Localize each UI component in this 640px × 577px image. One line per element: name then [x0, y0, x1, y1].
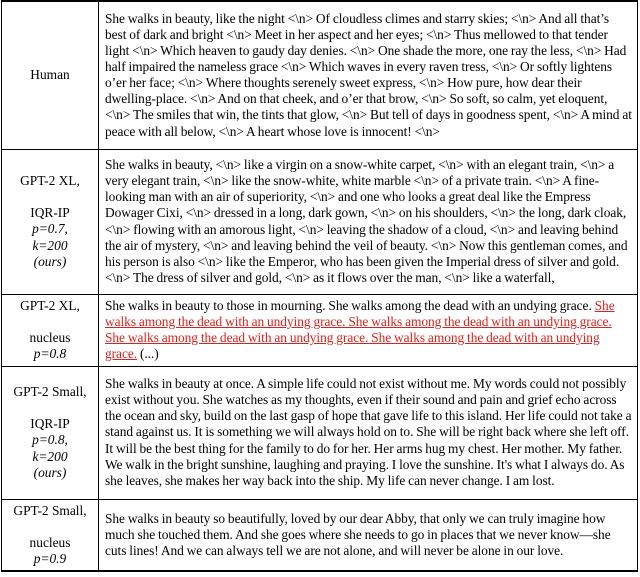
label-line: nucleus [29, 534, 71, 550]
row-label-gpt2xl-nucleus [2, 294, 99, 366]
label-line: k=200 [32, 448, 68, 464]
label-line: IQR-IP [30, 416, 70, 432]
repetition-highlight: She walks among the dead with an undying grace. She walks among the dead with an undying grace. She walks among the dead with an undying grace. She walks among the dead with an undying grace. [105, 297, 615, 362]
label-line: GPT-2 Small, [13, 502, 87, 518]
label-line: p=0.8 [33, 346, 67, 362]
table-row [2, 149, 638, 294]
table-row [2, 499, 638, 571]
table-row [2, 366, 638, 499]
gpt2small-nucleus-text: She walks in beauty so beautifully, loved by our dear Abby, that only we can truly imagine how much she touched them. And she goes where she needs to go in places that we never know—she cuts lines! And we can always tell we are not alone, and will never be alone in our love. [99, 499, 638, 571]
human-text: She walks in beauty, like the night <\n> Of cloudless climes and starry skies; <\n> And all that’s best of dark and bright <\n> Meet in her aspect and her eyes; <\n> Thus mellowed to that tender light <\n> Which heaven to gaudy day denies. <\n> One shade the more, one ray the less, <\n> Had half impaired the nameless grace <\n> Which waves in every raven tress, <\n> Or softly lightens o’er her face; <\n> Where thoughts serenely sweet express, <\n> How pure, how dear their dwelling-place. <\n> And on that cheek, and o’er that brow, <\n> So soft, so calm, yet eloquent, <\n> The smiles that win, the tints that glow, <\n> But tell of days in goodness spent, <\n> A mind at peace with all below, <\n> A heart whose love is innocent! <\n> [99, 1, 638, 149]
gpt2xl-iqr-text: She walks in beauty, <\n> like a virgin on a snow-white carpet, <\n> with an elegant train, <\n> a very elegant train, <\n> like the snow-white, white marble <\n> of a private train. <\n> A fine-looking man with an air of superiority, <\n> and one who looks a great deal like the Empress Dowager Cixi, <\n> dressed in a long, dark gown, <\n> on his shoulders, <\n> the long, dark cloak, <\n> flowing with an amorous light, <\n> leaving the shadow of a cloud, <\n> and leaving behind the air of mystery, <\n> and leaving behind the veil of beauty. <\n> Now this gentleman comes, and his person is also <\n> like the Emperor, who has been given the Imperial dress of silver and gold. <\n> The dress of silver and gold, <\n> as it flows over the man, <\n> like a waterfall, [99, 149, 638, 294]
label-line: k=200 [32, 237, 68, 253]
row-label-gpt2small-iqr [2, 366, 99, 499]
label-line: GPT-2 XL, [20, 173, 80, 189]
gpt2small-iqr-text: She walks in beauty at once. A simple life could not exist without me. My words could not possibly exist without you. She watches as my thoughts, even if their sound and pain and grief echo across the ocean and sky, build on the last gasp of hope that gave life to this island. Her life could not take a stand against us. It is something we will always hold on to. She will be right back where she left off. It will be the best thing for the family to do for her. Her arms hug my chest. Her mother. My father. We walk in the bright sunshine, laughing and praying. I love the sunshine. It's what I always do. As she leaves, she makes her way back into the ship. My life can never change. I am lost. [99, 366, 638, 499]
label-line: Human [30, 67, 70, 83]
label-line: nucleus [29, 329, 71, 345]
label-line: GPT-2 XL, [20, 297, 80, 313]
comparison-table [1, 0, 638, 572]
table-row [2, 294, 638, 366]
table-row [2, 1, 638, 149]
label-line: (ours) [33, 253, 67, 269]
label-line: GPT-2 Small, [13, 384, 87, 400]
row-label-human [2, 1, 99, 149]
label-line: p=0.8, [32, 432, 68, 448]
label-line: (ours) [33, 464, 67, 480]
label-line: IQR-IP [30, 205, 70, 221]
label-line: p=0.9 [33, 550, 67, 566]
ellipsis-text: (...) [139, 346, 159, 362]
plain-text: She walks in beauty to those in mourning. She walks among the dead with an undying grace. [105, 297, 592, 313]
row-label-gpt2small-nucleus [2, 499, 99, 571]
gpt2xl-nucleus-text [99, 294, 638, 366]
label-line: p=0.7, [32, 221, 68, 237]
row-label-gpt2xl-iqr [2, 149, 99, 294]
